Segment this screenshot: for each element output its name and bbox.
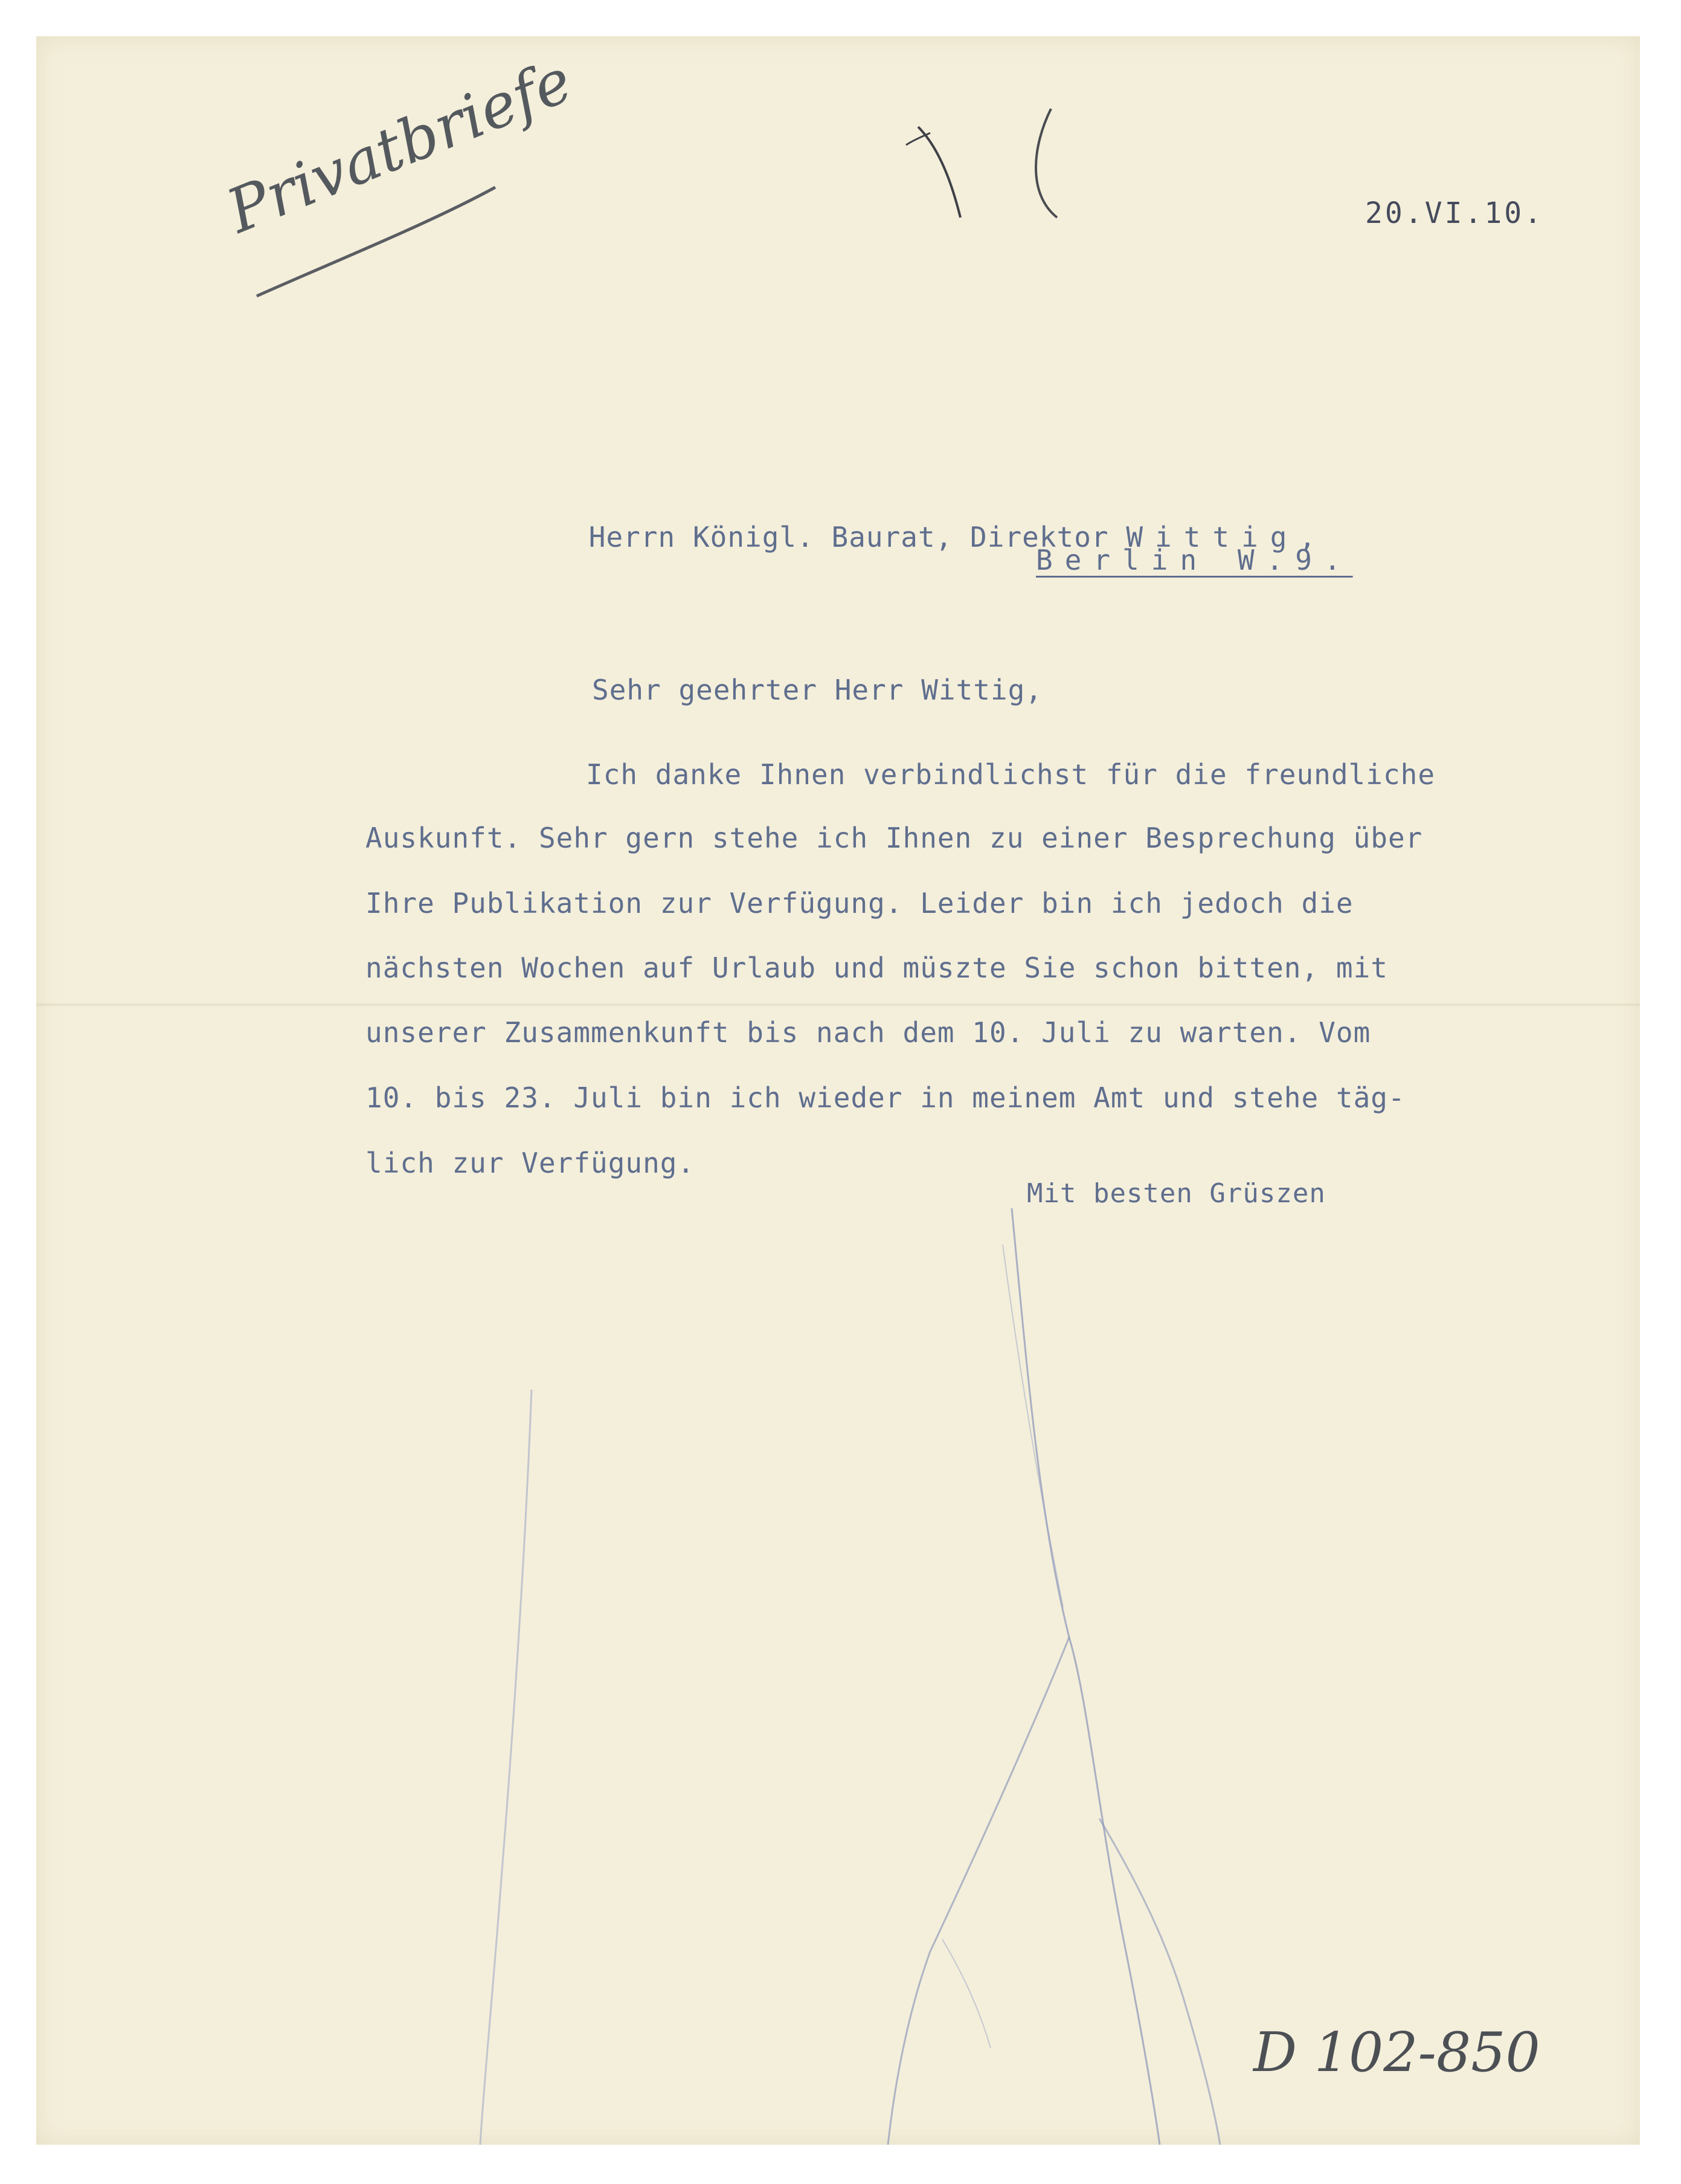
letter-page	[36, 36, 1640, 2145]
body-line: unserer Zusammenkunft bis nach dem 10. Juli zu warten. Vom	[365, 1016, 1371, 1049]
body-line: Ich danke Ihnen verbindlichst für die freundliche	[586, 758, 1436, 791]
body-line: Ihre Publikation zur Verfügung. Leider bin ich jedoch die	[365, 887, 1354, 920]
salutation: Sehr geehrter Herr Wittig,	[592, 674, 1043, 706]
body-line: lich zur Verfügung.	[365, 1147, 695, 1179]
body-line: Auskunft. Sehr gern stehe ich Ihnen zu einer Besprechung über	[365, 822, 1423, 854]
addressee-name: Wittig,	[1126, 521, 1328, 553]
archive-number: D 102-850	[1253, 2021, 1540, 2084]
handwritten-note-privatbriefe: Privatbriefe	[217, 45, 582, 247]
addressee-title: Herrn Königl. Baurat, Direktor	[588, 521, 1127, 553]
body-line: 10. bis 23. Juli bin ich wieder in meinem Amt und stehe täg-	[365, 1081, 1406, 1114]
body-line: nächsten Wochen auf Urlaub und müszte Sie schon bitten, mit	[365, 952, 1388, 984]
letter-date: 20.VI.10.	[1365, 196, 1544, 230]
closing: Mit besten Grüszen	[1027, 1178, 1326, 1209]
addressee-city: Berlin W.9.	[1036, 544, 1353, 576]
